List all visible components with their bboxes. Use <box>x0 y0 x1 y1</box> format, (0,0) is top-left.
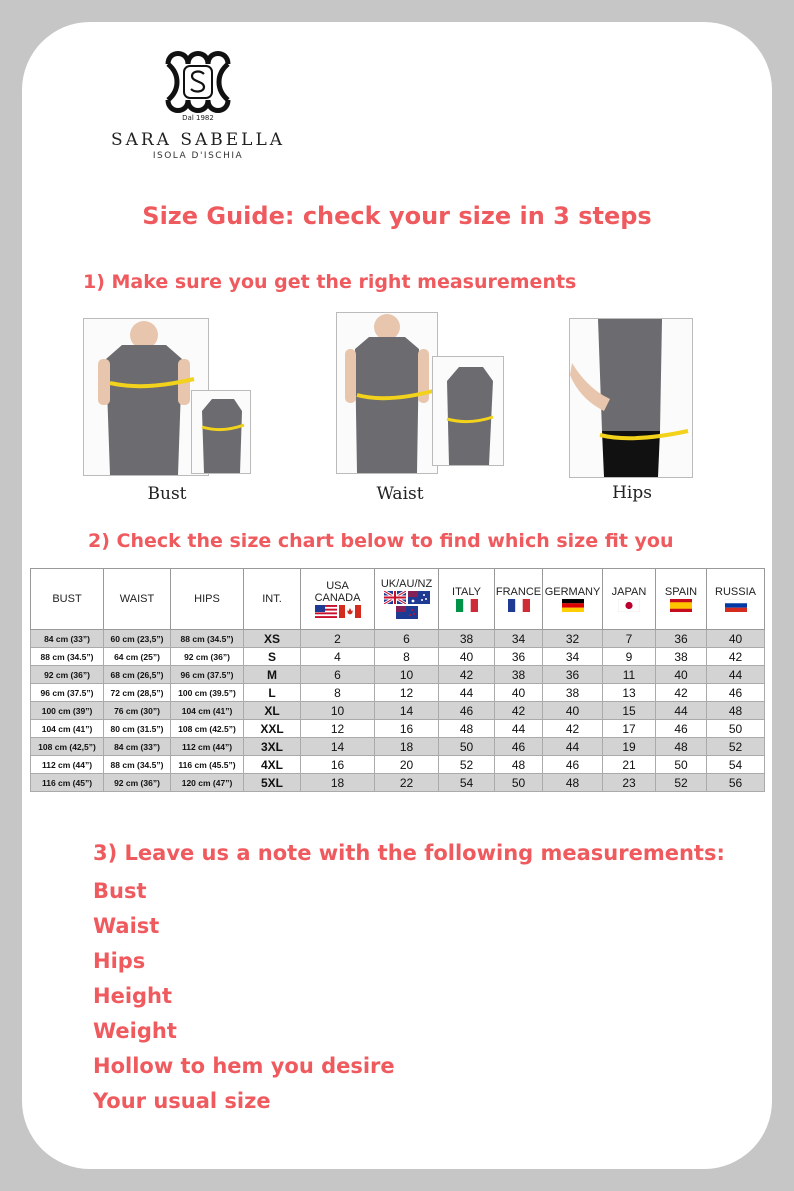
japan-cell: 19 <box>603 738 656 756</box>
header-uk-au-nz <box>375 569 439 630</box>
list-item: Bust <box>93 879 147 903</box>
step3-heading: 3) Leave us a note with the following measurements: <box>93 841 725 865</box>
table-row <box>31 720 765 738</box>
header-france <box>495 569 543 630</box>
italy-cell: 46 <box>439 702 495 720</box>
table-row <box>31 630 765 648</box>
int-size-cell: XXL <box>244 720 301 738</box>
spain-cell: 50 <box>656 756 707 774</box>
int-size-cell: XS <box>244 630 301 648</box>
table-row <box>31 648 765 666</box>
header-int: INT. <box>244 569 301 630</box>
russia-cell: 48 <box>707 702 765 720</box>
int-size-cell: L <box>244 684 301 702</box>
germany-cell: 46 <box>543 756 603 774</box>
header-russia <box>707 569 765 630</box>
brand-name: SARA SABELLA <box>110 130 286 150</box>
usa-cell: 8 <box>301 684 375 702</box>
list-item: Waist <box>93 914 160 938</box>
header-uk: UK/AU/NZ <box>380 578 433 590</box>
uk-flag-icon <box>384 591 406 604</box>
hips-cell: 92 cm (36”) <box>171 648 244 666</box>
table-row <box>31 738 765 756</box>
usa-cell: 14 <box>301 738 375 756</box>
usa-cell: 18 <box>301 774 375 792</box>
bust-cell: 100 cm (39”) <box>31 702 104 720</box>
canada-flag-icon <box>339 605 361 618</box>
france-cell: 46 <box>495 738 543 756</box>
table-row <box>31 684 765 702</box>
italy-cell: 44 <box>439 684 495 702</box>
header-france-label: FRANCE <box>495 585 542 598</box>
header-germany <box>543 569 603 630</box>
step2-heading: 2) Check the size chart below to find which size fit you <box>88 530 674 552</box>
waist-cell: 72 cm (28,5”) <box>104 684 171 702</box>
spain-cell: 36 <box>656 630 707 648</box>
russia-cell: 42 <box>707 648 765 666</box>
int-size-cell: M <box>244 666 301 684</box>
japan-cell: 17 <box>603 720 656 738</box>
list-item: Weight <box>93 1019 177 1043</box>
france-cell: 50 <box>495 774 543 792</box>
italy-cell: 38 <box>439 630 495 648</box>
germany-flag-icon <box>562 599 584 612</box>
int-size-cell: 4XL <box>244 756 301 774</box>
germany-cell: 34 <box>543 648 603 666</box>
spain-cell: 42 <box>656 684 707 702</box>
bust-side-photo <box>191 390 251 474</box>
waist-side-photo <box>432 356 504 466</box>
france-cell: 38 <box>495 666 543 684</box>
brand-logo-icon <box>160 44 236 120</box>
france-cell: 48 <box>495 756 543 774</box>
measurement-list <box>93 874 395 1119</box>
russia-cell: 40 <box>707 630 765 648</box>
spain-cell: 46 <box>656 720 707 738</box>
header-usa: USA <box>326 579 349 592</box>
header-hips: HIPS <box>171 569 244 630</box>
australia-flag-icon <box>408 591 430 604</box>
spain-cell: 48 <box>656 738 707 756</box>
header-germany-label: GERMANY <box>544 585 601 598</box>
italy-cell: 42 <box>439 666 495 684</box>
page-title: Size Guide: check your size in 3 steps <box>142 202 652 230</box>
waist-photo <box>336 312 438 474</box>
italy-cell: 52 <box>439 756 495 774</box>
uk-cell: 12 <box>375 684 439 702</box>
france-cell: 34 <box>495 630 543 648</box>
list-item: Height <box>93 984 173 1008</box>
uk-cell: 20 <box>375 756 439 774</box>
waist-cell: 80 cm (31.5”) <box>104 720 171 738</box>
uk-cell: 10 <box>375 666 439 684</box>
russia-cell: 52 <box>707 738 765 756</box>
waist-cell: 92 cm (36”) <box>104 774 171 792</box>
header-japan <box>603 569 656 630</box>
japan-cell: 13 <box>603 684 656 702</box>
uk-cell: 8 <box>375 648 439 666</box>
header-bust: BUST <box>31 569 104 630</box>
list-item: Your usual size <box>93 1089 271 1113</box>
japan-cell: 15 <box>603 702 656 720</box>
usa-cell: 10 <box>301 702 375 720</box>
bust-cell: 104 cm (41”) <box>31 720 104 738</box>
hips-cell: 116 cm (45.5”) <box>171 756 244 774</box>
italy-cell: 50 <box>439 738 495 756</box>
usa-cell: 12 <box>301 720 375 738</box>
bust-cell: 84 cm (33”) <box>31 630 104 648</box>
usa-cell: 6 <box>301 666 375 684</box>
hips-cell: 120 cm (47”) <box>171 774 244 792</box>
usa-flag-icon <box>315 605 337 618</box>
japan-flag-icon <box>618 599 640 612</box>
header-italy-label: ITALY <box>452 585 481 598</box>
table-row <box>31 702 765 720</box>
table-row <box>31 756 765 774</box>
germany-cell: 48 <box>543 774 603 792</box>
header-canada: CANADA <box>314 591 361 604</box>
uk-cell: 14 <box>375 702 439 720</box>
russia-flag-icon <box>725 599 747 612</box>
int-size-cell: 3XL <box>244 738 301 756</box>
hips-cell: 108 cm (42.5”) <box>171 720 244 738</box>
hips-photo <box>569 318 693 478</box>
list-item: Hollow to hem you desire <box>93 1054 395 1078</box>
usa-cell: 16 <box>301 756 375 774</box>
bust-cell: 92 cm (36”) <box>31 666 104 684</box>
russia-cell: 56 <box>707 774 765 792</box>
uk-cell: 18 <box>375 738 439 756</box>
germany-cell: 42 <box>543 720 603 738</box>
header-spain-label: SPAIN <box>664 585 698 598</box>
italy-flag-icon <box>456 599 478 612</box>
france-flag-icon <box>508 599 530 612</box>
int-size-cell: 5XL <box>244 774 301 792</box>
germany-cell: 40 <box>543 702 603 720</box>
japan-cell: 23 <box>603 774 656 792</box>
hips-cell: 88 cm (34.5”) <box>171 630 244 648</box>
japan-cell: 9 <box>603 648 656 666</box>
bust-cell: 88 cm (34.5”) <box>31 648 104 666</box>
hips-caption: Hips <box>612 483 652 503</box>
russia-cell: 44 <box>707 666 765 684</box>
uk-cell: 22 <box>375 774 439 792</box>
bust-cell: 112 cm (44”) <box>31 756 104 774</box>
brand-since: Dal 1982 <box>182 114 214 122</box>
usa-cell: 2 <box>301 630 375 648</box>
spain-cell: 52 <box>656 774 707 792</box>
waist-cell: 60 cm (23,5”) <box>104 630 171 648</box>
step1-heading: 1) Make sure you get the right measurements <box>83 271 577 293</box>
header-usa-canada <box>301 569 375 630</box>
japan-cell: 7 <box>603 630 656 648</box>
hips-cell: 96 cm (37.5”) <box>171 666 244 684</box>
germany-cell: 32 <box>543 630 603 648</box>
table-row <box>31 774 765 792</box>
header-russia-label: RUSSIA <box>715 585 756 598</box>
spain-flag-icon <box>670 599 692 612</box>
header-waist: WAIST <box>104 569 171 630</box>
brand-location: ISOLA D'ISCHIA <box>152 151 244 161</box>
new-zealand-flag-icon <box>396 606 418 619</box>
germany-cell: 44 <box>543 738 603 756</box>
france-cell: 44 <box>495 720 543 738</box>
int-size-cell: XL <box>244 702 301 720</box>
bust-cell: 108 cm (42,5”) <box>31 738 104 756</box>
spain-cell: 44 <box>656 702 707 720</box>
italy-cell: 40 <box>439 648 495 666</box>
bust-cell: 96 cm (37.5”) <box>31 684 104 702</box>
hips-cell: 112 cm (44”) <box>171 738 244 756</box>
table-row <box>31 666 765 684</box>
spain-cell: 38 <box>656 648 707 666</box>
waist-cell: 64 cm (25”) <box>104 648 171 666</box>
hips-cell: 100 cm (39.5”) <box>171 684 244 702</box>
header-japan-label: JAPAN <box>611 585 647 598</box>
waist-cell: 76 cm (30”) <box>104 702 171 720</box>
size-chart <box>30 568 765 792</box>
germany-cell: 38 <box>543 684 603 702</box>
int-size-cell: S <box>244 648 301 666</box>
waist-caption: Waist <box>376 484 424 504</box>
russia-cell: 50 <box>707 720 765 738</box>
japan-cell: 11 <box>603 666 656 684</box>
header-italy <box>439 569 495 630</box>
hips-cell: 104 cm (41”) <box>171 702 244 720</box>
france-cell: 36 <box>495 648 543 666</box>
japan-cell: 21 <box>603 756 656 774</box>
germany-cell: 36 <box>543 666 603 684</box>
spain-cell: 40 <box>656 666 707 684</box>
usa-cell: 4 <box>301 648 375 666</box>
header-spain <box>656 569 707 630</box>
uk-cell: 6 <box>375 630 439 648</box>
waist-cell: 84 cm (33”) <box>104 738 171 756</box>
list-item: Hips <box>93 949 146 973</box>
russia-cell: 54 <box>707 756 765 774</box>
bust-caption: Bust <box>147 484 187 504</box>
russia-cell: 46 <box>707 684 765 702</box>
italy-cell: 48 <box>439 720 495 738</box>
waist-cell: 68 cm (26,5”) <box>104 666 171 684</box>
france-cell: 42 <box>495 702 543 720</box>
uk-cell: 16 <box>375 720 439 738</box>
waist-cell: 88 cm (34.5”) <box>104 756 171 774</box>
france-cell: 40 <box>495 684 543 702</box>
italy-cell: 54 <box>439 774 495 792</box>
bust-cell: 116 cm (45”) <box>31 774 104 792</box>
